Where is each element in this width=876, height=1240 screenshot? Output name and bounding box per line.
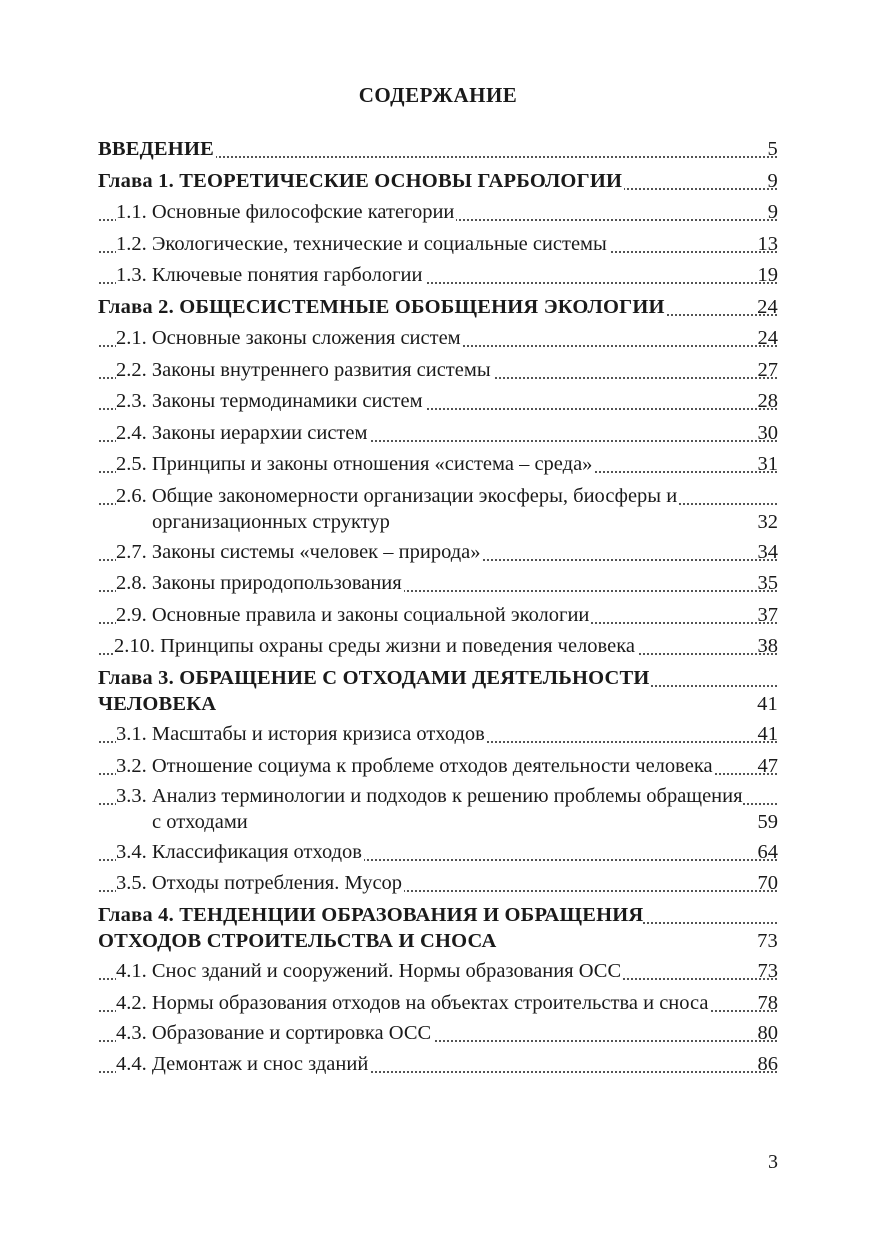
toc-entry-page: 64 (757, 840, 778, 863)
toc-entry-title: 2.9. Основные правила и законы социальной экологии (116, 603, 590, 626)
toc-entry-page: 41 (757, 723, 778, 745)
toc-entry-title: Глава 3. ОБРАЩЕНИЕ С ОТХОДАМИ ДЕЯТЕЛЬНОСТИ ЧЕЛОВЕКА (98, 666, 650, 715)
toc-entry-section-2-5[interactable] (98, 451, 778, 477)
toc-entry-page: 41 (757, 692, 778, 715)
page-number: 3 (768, 1151, 778, 1173)
toc-entry-page: 47 (757, 754, 778, 777)
toc-entry-page: 9 (767, 169, 778, 192)
toc-entry-title: 2.4. Законы иерархии систем (116, 421, 368, 444)
toc-entry-page: 5 (767, 138, 778, 160)
toc-entry-section-2-7[interactable] (98, 539, 778, 565)
toc-entry-page: 27 (757, 358, 778, 381)
toc-entry-section-2-3[interactable] (98, 388, 778, 414)
toc-entry-section-1-2[interactable] (98, 231, 778, 257)
toc-entry-page: 73 (757, 960, 778, 982)
toc-entry-title: Глава 2. ОБЩЕСИСТЕМНЫЕ ОБОБЩЕНИЯ ЭКОЛОГИИ (98, 295, 665, 318)
toc-entry-page: 32 (757, 510, 778, 533)
toc-entry-section-4-4[interactable] (98, 1051, 778, 1077)
toc-entry-section-2-1[interactable] (98, 325, 778, 351)
toc-entry-title: 2.6. Общие закономерности организации экосферы, биосферы и организационных структур (116, 484, 678, 533)
page-title: СОДЕРЖАНИЕ (358, 83, 518, 107)
toc-entry-section-4-3[interactable] (98, 1020, 778, 1046)
toc-entry-title: 2.5. Принципы и законы отношения «система – среда» (116, 453, 593, 475)
toc-entry-page: 9 (767, 201, 778, 223)
toc-entry-chapter-3[interactable] (98, 665, 778, 717)
toc-entry-section-2-2[interactable] (98, 357, 778, 383)
toc-entry-page: 34 (757, 540, 778, 563)
toc-entry-section-2-4[interactable] (98, 420, 778, 446)
toc-entry-page: 73 (757, 929, 778, 952)
toc-entry-title: 2.10. Принципы охраны среды жизни и поведения человека (114, 635, 635, 657)
toc-entry-page: 30 (757, 421, 778, 444)
toc-entry-title: Глава 1. ТЕОРЕТИЧЕСКИЕ ОСНОВЫ ГАРБОЛОГИИ (98, 169, 623, 192)
toc-entry-section-4-1[interactable] (98, 958, 778, 984)
toc-entry-title: Глава 4. ТЕНДЕНЦИИ ОБРАЗОВАНИЯ И ОБРАЩЕНИЯ ОТХОДОВ СТРОИТЕЛЬСТВА И СНОСА (98, 903, 644, 952)
toc-entry-chapter-1[interactable] (98, 168, 778, 194)
toc-entry-page: 78 (757, 991, 778, 1014)
toc-entry-section-2-9[interactable] (98, 602, 778, 628)
toc-entry-section-2-10[interactable] (98, 633, 778, 659)
toc-entry-section-1-1[interactable] (98, 199, 778, 225)
toc-entry-title: 1.1. Основные философские категории (116, 201, 455, 223)
toc-entry-page: 70 (757, 872, 778, 894)
toc-entry-title: 3.1. Масштабы и история кризиса отходов (116, 723, 485, 745)
toc-entry-title: 4.4. Демонтаж и снос зданий (116, 1053, 369, 1075)
toc-entry-page: 37 (757, 603, 778, 626)
toc-entry-section-3-1[interactable] (98, 721, 778, 747)
toc-entry-chapter-2[interactable] (98, 294, 778, 320)
toc-entry-page: 28 (757, 390, 778, 412)
toc-entry-page: 24 (757, 327, 778, 349)
toc-entry-section-2-6[interactable] (98, 483, 778, 535)
toc-entry-page: 80 (757, 1021, 778, 1044)
toc-entry-page: 13 (757, 232, 778, 255)
toc-entry-title: 4.3. Образование и сортировка ОСС (116, 1021, 432, 1044)
toc-entry-title: 2.3. Законы термодинамики систем (116, 390, 423, 412)
toc-entry-title: 2.7. Законы системы «человек – природа» (116, 540, 481, 563)
toc-entry-page: 31 (757, 453, 778, 475)
toc-entry-title: 1.3. Ключевые понятия гарбологии (116, 264, 423, 286)
toc-entry-chapter-4[interactable] (98, 902, 778, 954)
toc-entry-page: 35 (757, 572, 778, 594)
toc-entry-title: 2.8. Законы природопользования (116, 572, 402, 594)
toc-entry-title: 2.2. Законы внутреннего развития системы (116, 358, 491, 381)
toc-entry-section-1-3[interactable] (98, 262, 778, 288)
toc-entry-section-3-5[interactable] (98, 870, 778, 896)
toc-entry-page: 59 (757, 810, 778, 833)
toc-entry-title: 4.2. Нормы образования отходов на объектах строительства и сноса (116, 991, 709, 1014)
table-of-contents (98, 136, 778, 1083)
toc-entry-title: 3.4. Классификация отходов (116, 840, 362, 863)
toc-entry-page: 38 (757, 635, 778, 657)
toc-entry-section-4-2[interactable] (98, 990, 778, 1016)
toc-entry-title: 3.2. Отношение социума к проблеме отходов деятельности человека (116, 754, 713, 777)
toc-entry-section-3-4[interactable] (98, 839, 778, 865)
toc-entry-introduction[interactable] (98, 136, 778, 162)
toc-entry-section-2-8[interactable] (98, 570, 778, 596)
toc-entry-title: 3.5. Отходы потребления. Мусор (116, 872, 403, 894)
toc-entry-title: ВВЕДЕНИЕ (98, 138, 214, 160)
toc-entry-page: 86 (757, 1053, 778, 1075)
toc-entry-section-3-2[interactable] (98, 753, 778, 779)
toc-entry-section-3-3[interactable] (98, 783, 778, 835)
toc-entry-title: 3.3. Анализ терминологии и подходов к решению проблемы обращения с отходами (116, 784, 743, 833)
toc-entry-title: 1.2. Экологические, технические и социальные системы (116, 232, 607, 255)
toc-entry-page: 19 (757, 264, 778, 286)
toc-entry-page: 24 (757, 295, 778, 318)
toc-entry-title: 2.1. Основные законы сложения систем (116, 327, 461, 349)
toc-entry-title: 4.1. Снос зданий и сооружений. Нормы образования ОСС (116, 960, 622, 982)
